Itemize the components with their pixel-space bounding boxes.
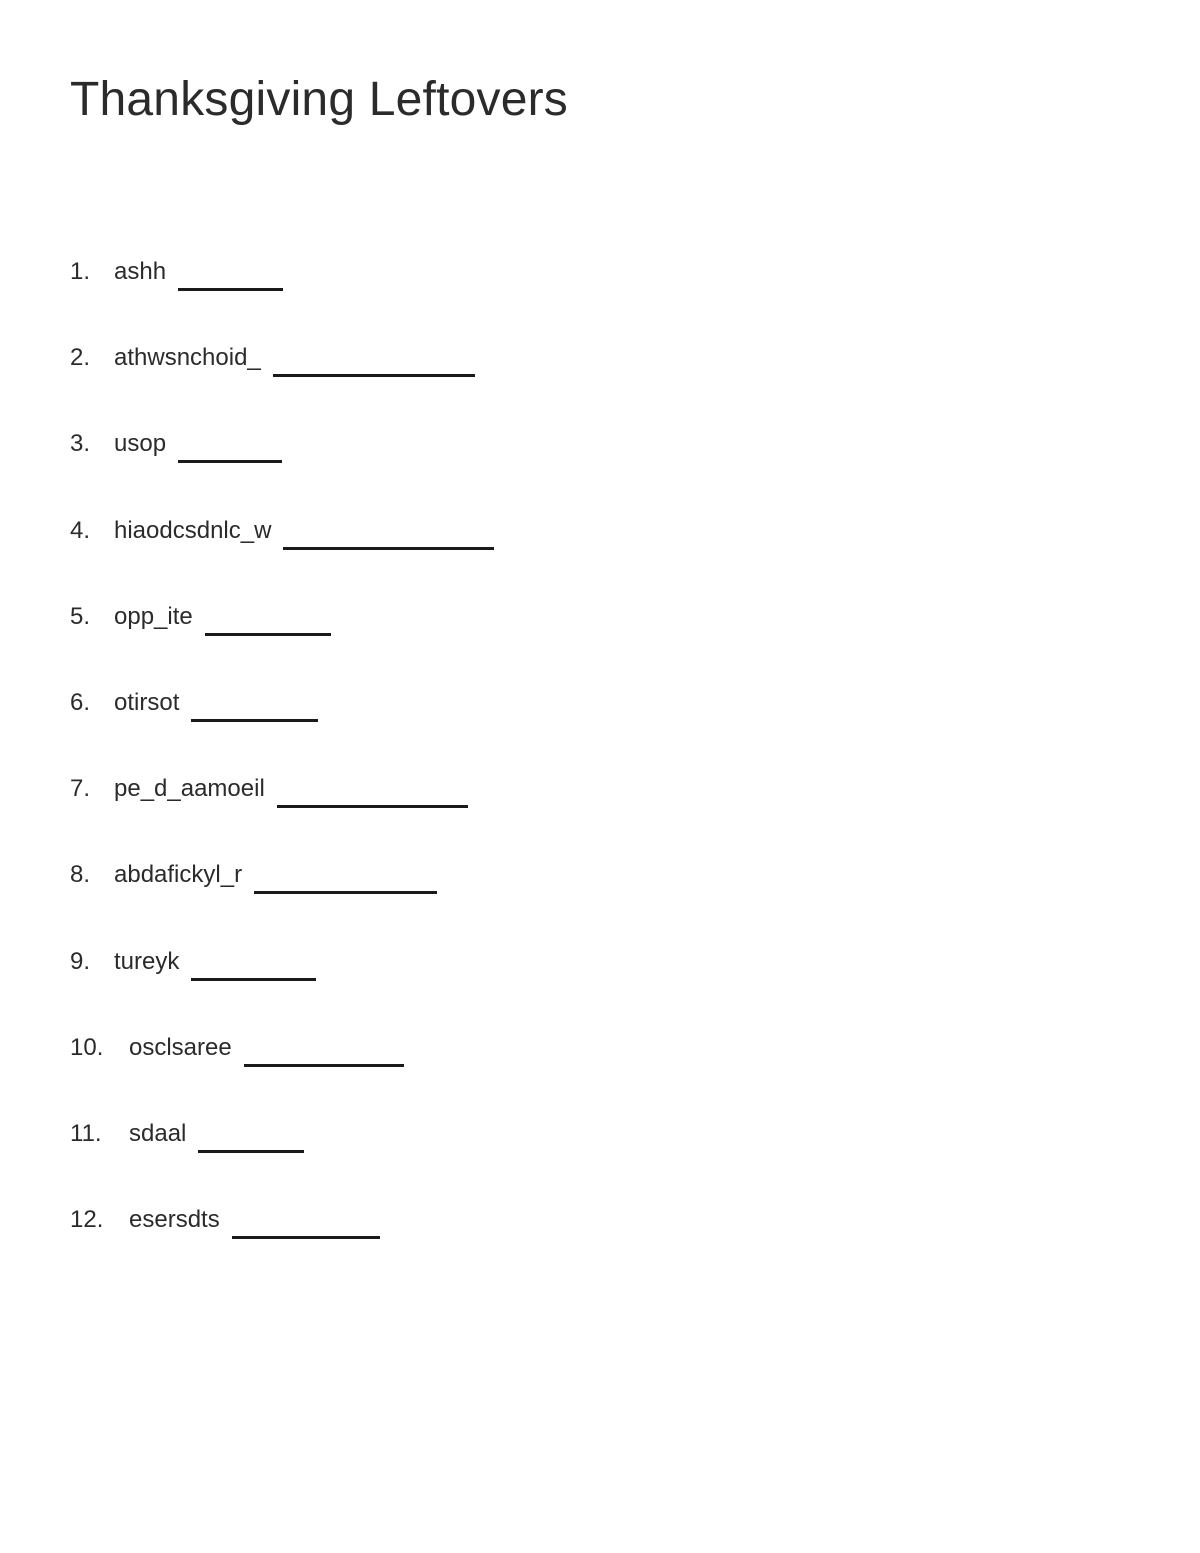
list-item bbox=[70, 509, 1130, 595]
answer-blank[interactable] bbox=[178, 422, 282, 463]
item-number: 12. bbox=[70, 1206, 104, 1234]
scrambled-word: otirsot bbox=[114, 688, 180, 716]
item-number: 3. bbox=[70, 430, 91, 458]
page-title: Thanksgiving Leftovers bbox=[70, 73, 568, 126]
list-item bbox=[70, 1026, 1130, 1112]
scrambled-word: hiaodcsdnlc_w bbox=[114, 516, 272, 544]
item-number: 7. bbox=[70, 775, 91, 803]
item-number: 11. bbox=[70, 1119, 102, 1147]
answer-blank[interactable] bbox=[232, 1198, 380, 1239]
list-item bbox=[70, 422, 1130, 508]
list-item bbox=[70, 1112, 1130, 1198]
answer-blank[interactable] bbox=[254, 853, 437, 894]
item-number: 5. bbox=[70, 602, 91, 630]
item-number: 9. bbox=[70, 947, 91, 975]
list-item bbox=[70, 940, 1130, 1026]
answer-blank[interactable] bbox=[191, 681, 318, 722]
answer-blank[interactable] bbox=[273, 336, 475, 377]
scramble-list bbox=[70, 250, 1130, 1284]
scrambled-word: osclsaree bbox=[129, 1033, 232, 1061]
answer-blank[interactable] bbox=[244, 1026, 404, 1067]
item-number: 2. bbox=[70, 344, 91, 372]
item-number: 8. bbox=[70, 861, 91, 889]
scrambled-word: usop bbox=[114, 430, 167, 458]
list-item bbox=[70, 1198, 1130, 1284]
scrambled-word: abdafickyl_r bbox=[114, 861, 243, 889]
scrambled-word: opp_ite bbox=[114, 602, 193, 630]
list-item bbox=[70, 681, 1130, 767]
answer-blank[interactable] bbox=[277, 767, 468, 808]
list-item bbox=[70, 767, 1130, 853]
item-number: 10. bbox=[70, 1033, 104, 1061]
scrambled-word: sdaal bbox=[129, 1119, 187, 1147]
item-number: 4. bbox=[70, 516, 91, 544]
answer-blank[interactable] bbox=[205, 595, 331, 636]
answer-blank[interactable] bbox=[198, 1112, 304, 1153]
list-item bbox=[70, 853, 1130, 939]
scrambled-word: ashh bbox=[114, 258, 167, 285]
scrambled-word: athwsnchoid_ bbox=[114, 344, 261, 372]
list-item bbox=[70, 336, 1130, 422]
list-item bbox=[70, 250, 1130, 336]
item-number: 1. bbox=[70, 258, 91, 285]
scrambled-word: esersdts bbox=[129, 1206, 220, 1234]
answer-blank[interactable] bbox=[191, 940, 316, 981]
item-number: 6. bbox=[70, 688, 91, 716]
scrambled-word: tureyk bbox=[114, 947, 180, 975]
list-item bbox=[70, 595, 1130, 681]
answer-blank[interactable] bbox=[178, 250, 283, 291]
answer-blank[interactable] bbox=[283, 509, 494, 550]
scrambled-word: pe_d_aamoeil bbox=[114, 775, 265, 803]
